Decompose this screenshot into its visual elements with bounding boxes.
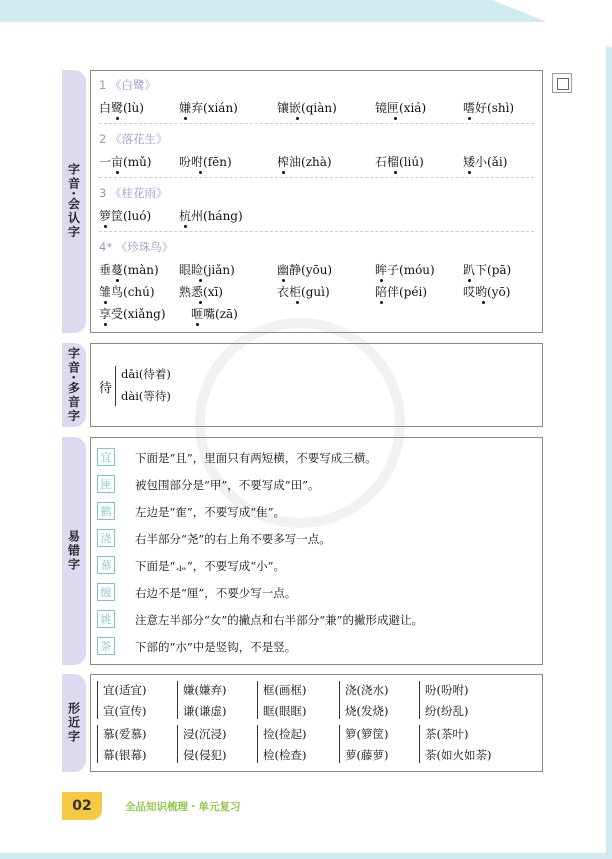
word: 白鹭(lù) bbox=[99, 101, 144, 115]
word: 熟悉(xī) bbox=[179, 285, 223, 299]
word: 趴下(pā) bbox=[463, 263, 512, 277]
section-label: 易错字 bbox=[62, 437, 86, 665]
bracket bbox=[115, 366, 120, 406]
word: 箩筐(luó) bbox=[99, 209, 152, 223]
word: 杭州(háng) bbox=[179, 209, 243, 223]
pair-item: 浇(浇水) bbox=[345, 683, 389, 697]
lesson-title: 4* 《珍珠鸟》 bbox=[99, 240, 174, 254]
pair-item: 吩(吩咐) bbox=[425, 683, 469, 697]
section-label: 字音·多音字 bbox=[62, 343, 86, 427]
word: 哎哟(yō) bbox=[463, 285, 511, 299]
word: 陪伴(péi) bbox=[375, 285, 427, 299]
pair-item: 幕(银幕) bbox=[103, 748, 147, 762]
section-huirenzi bbox=[62, 70, 543, 333]
word: 镶嵌(qiàn) bbox=[277, 101, 337, 115]
footer-title: 全品知识梳理・单元复习 bbox=[125, 801, 241, 813]
pair-item: 宣(宣传) bbox=[103, 704, 147, 718]
pair-item: 宜(适宜) bbox=[103, 683, 147, 697]
word: 雏鸟(chú) bbox=[99, 285, 155, 299]
word: 吩咐(fēn) bbox=[179, 155, 232, 169]
section-box: 宜 下面是“且”，里面只有两短横，不要写成三横。 匣 被包围部分是“甲”，不要写成“田”。 鹤 左边是“隺”，不要写成“隹”。 浇 右半部分“尧”的右上角不要多写一点。 慕 下面是“⺗”，不要写成“小”。 缠 右边不是“厘”，不要少写一点。 姚 注意左半部分“女”的撇点和右半部分“兼”的撇形成避让。 茶 下部的“朩”中是竖钩，不是竖。 bbox=[90, 437, 543, 665]
section-xingjinzi bbox=[62, 674, 543, 772]
qr-code-icon[interactable] bbox=[552, 73, 572, 93]
word: 一亩(mǔ) bbox=[99, 155, 152, 169]
pair-item: 茶(茶叶) bbox=[425, 727, 469, 741]
pair-item: 慕(爱慕) bbox=[103, 727, 147, 741]
reading: dài(等待) bbox=[121, 389, 171, 403]
word: 眼睑(jiǎn) bbox=[179, 263, 235, 277]
lesson-title: 3 《桂花雨》 bbox=[99, 186, 168, 200]
lesson-title: 2 《落花生》 bbox=[99, 132, 168, 146]
pair-item: 眶(眼眶) bbox=[263, 704, 307, 718]
pair-item: 荼(如火如荼) bbox=[425, 748, 492, 762]
section-box bbox=[90, 674, 543, 772]
word: 衣柜(guì) bbox=[277, 285, 330, 299]
page-corner bbox=[492, 0, 612, 48]
word: 镜匣(xiá) bbox=[375, 101, 427, 115]
reading: dāi(待着) bbox=[121, 367, 171, 381]
word: 矮小(ǎi) bbox=[463, 155, 508, 169]
page-number: 02 bbox=[62, 792, 102, 820]
pair-item: 检(检查) bbox=[263, 748, 307, 762]
section-yicuozi bbox=[62, 437, 543, 665]
pair-item: 嫌(嫌弃) bbox=[183, 683, 227, 697]
word: 咂嘴(zā) bbox=[191, 307, 238, 321]
word: 榨油(zhà) bbox=[277, 155, 332, 169]
word: 眸子(móu) bbox=[375, 263, 435, 277]
pair-item: 烧(发烧) bbox=[345, 704, 389, 718]
word: 享受(xiǎng) bbox=[99, 307, 166, 321]
pair-item: 萝(藤萝) bbox=[345, 748, 389, 762]
duoyin-char: 待 bbox=[99, 381, 113, 396]
section-box bbox=[90, 70, 543, 333]
pair-item: 箩(箩筐) bbox=[345, 727, 389, 741]
lesson-title: 1 《白鹭》 bbox=[99, 78, 156, 92]
pair-item: 捡(捡起) bbox=[263, 727, 307, 741]
section-label: 形近字 bbox=[62, 674, 86, 772]
section-label: 字音·会认字 bbox=[62, 70, 86, 333]
pair-item: 浸(沉浸) bbox=[183, 727, 227, 741]
word: 嗜好(shì) bbox=[463, 101, 515, 115]
pair-item: 谦(谦虚) bbox=[183, 704, 227, 718]
word: 石榴(liú) bbox=[375, 155, 424, 169]
word: 垂蔓(màn) bbox=[99, 263, 159, 277]
pair-item: 框(画框) bbox=[263, 683, 307, 697]
word: 幽静(yōu) bbox=[277, 263, 333, 277]
word: 嫌弃(xián) bbox=[179, 101, 238, 115]
pair-item: 侵(侵犯) bbox=[183, 748, 227, 762]
section-box bbox=[90, 343, 543, 427]
section-duoyinzi bbox=[62, 343, 543, 427]
pair-item: 纷(纷乱) bbox=[425, 704, 469, 718]
